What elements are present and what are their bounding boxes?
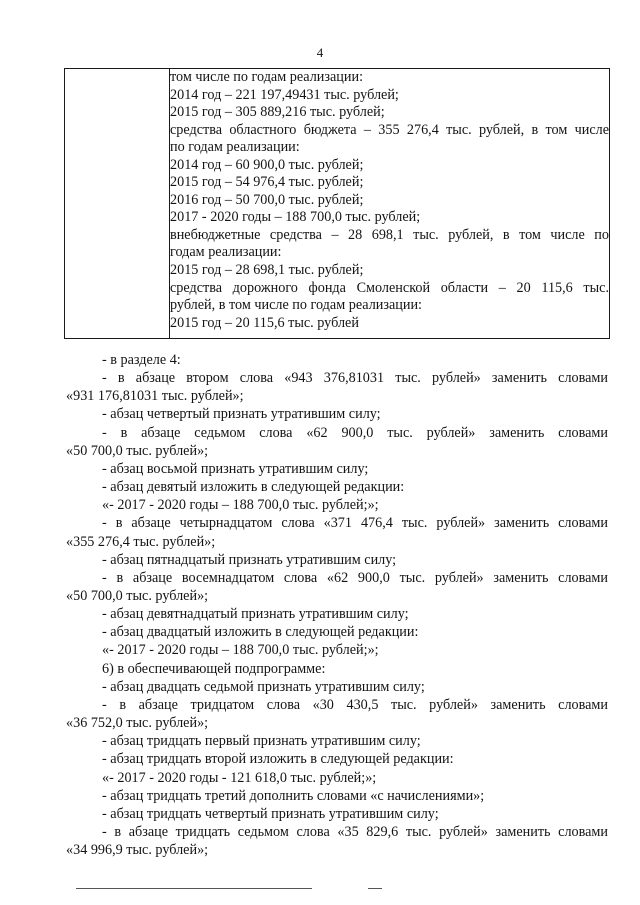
text-line: - в разделе 4: xyxy=(102,352,181,368)
text-line: - абзац восьмой признать утратившим силу; xyxy=(102,460,369,477)
table-line: средства областного бюджета – 355 276,4 тыс. рублей, в том числе xyxy=(170,121,609,138)
table-line: годам реализации: xyxy=(170,244,282,261)
table-line: по годам реализации: xyxy=(170,139,300,156)
text-line: «- 2017 - 2020 годы - 121 618,0 тыс. рублей;»; xyxy=(102,769,377,786)
table-right-cell xyxy=(170,69,610,339)
table-line: 2014 год – 221 197,49431 тыс. рублей; xyxy=(170,86,399,103)
table-line: 2015 год – 54 976,4 тыс. рублей; xyxy=(170,174,364,191)
amendments-text xyxy=(66,351,608,859)
text-line: - в абзаце четырнадцатом слова «371 476,4 тыс. рублей» заменить словами xyxy=(102,515,608,532)
table-line: средства дорожного фонда Смоленской области – 20 115,6 тыс. xyxy=(170,279,609,296)
page-number: 4 xyxy=(316,45,324,60)
text-line: 6) в обеспечивающей подпрограмме: xyxy=(102,660,326,677)
text-line: «- 2017 - 2020 годы – 188 700,0 тыс. рублей;»; xyxy=(102,642,379,659)
text-line: «50 700,0 тыс. рублей»; xyxy=(66,587,209,604)
table-left-cell xyxy=(65,69,170,339)
text-line: «931 176,81031 тыс. рублей»; xyxy=(66,388,244,405)
table-row xyxy=(65,69,610,339)
text-line: - в абзаце втором слова «943 376,81031 тыс. рублей» заменить словами xyxy=(102,370,608,387)
text-line: - абзац четвертый признать утратившим силу; xyxy=(102,406,381,423)
table-line: 2017 - 2020 годы – 188 700,0 тыс. рублей; xyxy=(170,209,421,226)
table-line: 2015 год – 20 115,6 тыс. рублей xyxy=(170,314,359,331)
text-line: - абзац тридцать четвертый признать утратившим силу; xyxy=(102,805,439,822)
table-line: 2014 год – 60 900,0 тыс. рублей; xyxy=(170,156,364,173)
text-line: «355 276,4 тыс. рублей»; xyxy=(66,533,216,550)
text-line: - в абзаце седьмом слова «62 900,0 тыс. рублей» заменить словами xyxy=(102,424,608,441)
text-line: - абзац двадцатый изложить в следующей редакции: xyxy=(102,624,419,641)
text-line: «- 2017 - 2020 годы – 188 700,0 тыс. рублей;»; xyxy=(102,497,379,514)
table-line: внебюджетные средства – 28 698,1 тыс. рублей, в том числе по xyxy=(170,226,609,243)
table-line: 2016 год – 50 700,0 тыс. рублей; xyxy=(170,191,364,208)
text-line: - в абзаце тридцатом слова «30 430,5 тыс. рублей» заменить словами xyxy=(102,696,608,713)
text-line: «36 752,0 тыс. рублей»; xyxy=(66,715,209,732)
text-line: - абзац тридцать третий дополнить словами «с начислениями»; xyxy=(102,787,485,804)
text-line: - абзац тридцать первый признать утратившим силу; xyxy=(102,733,421,750)
text-line: - абзац девятнадцатый признать утратившим силу; xyxy=(102,606,409,623)
text-line: - абзац девятый изложить в следующей редакции: xyxy=(102,479,405,496)
text-line: - в абзаце восемнадцатом слова «62 900,0 тыс. рублей» заменить словами xyxy=(102,569,608,586)
text-line: «34 996,9 тыс. рублей»; xyxy=(66,842,209,859)
text-line: - абзац тридцать второй изложить в следующей редакции: xyxy=(102,751,454,768)
text-line: - в абзаце тридцать седьмом слова «35 829,6 тыс. рублей» заменить словами xyxy=(102,823,608,840)
footer-divider xyxy=(368,888,382,889)
text-line: - абзац двадцать седьмой признать утратившим силу; xyxy=(102,678,425,695)
text-line: «50 700,0 тыс. рублей»; xyxy=(66,442,209,459)
text-line: - абзац пятнадцатый признать утратившим силу; xyxy=(102,551,397,568)
footer-divider xyxy=(76,888,312,889)
table-line: 2015 год – 28 698,1 тыс. рублей; xyxy=(170,262,364,279)
table-line: 2015 год – 305 889,216 тыс. рублей; xyxy=(170,104,385,121)
table-line: рублей, в том числе по годам реализации: xyxy=(170,297,422,314)
funding-table xyxy=(64,68,610,339)
table-line: том числе по годам реализации: xyxy=(170,69,364,85)
